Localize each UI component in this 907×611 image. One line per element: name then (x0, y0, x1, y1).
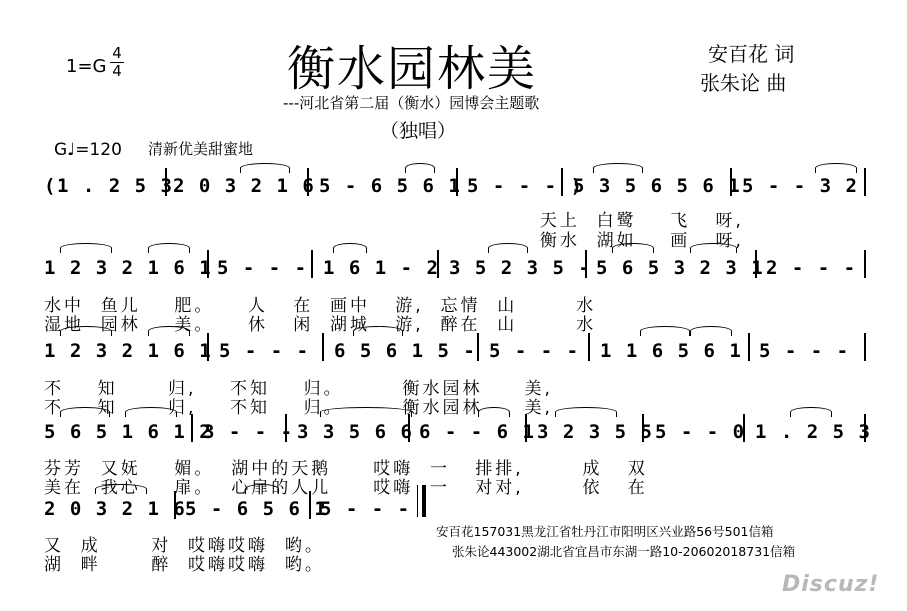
barline (864, 168, 866, 196)
measure: 1 6 1 - 2 (323, 257, 440, 279)
lyric-line-verse1: 不 知 归, 不知 归。 衡水园林 美, (44, 379, 553, 399)
slur (60, 243, 112, 253)
discuz-watermark: Discuz! (782, 572, 880, 597)
slur (815, 163, 857, 173)
measure: 2 0 3 2 1 6 (44, 498, 187, 520)
measure: 5 6 5 3 2 3 1 (596, 257, 765, 279)
lyric-line-verse1: 水中 鱼儿 肥。 人 在 画中 游, 忘情 山 水 (44, 296, 597, 316)
measure: 3 2 3 5 5 (537, 421, 654, 443)
measure: 5 - - 0 (655, 421, 746, 443)
barline (525, 414, 527, 442)
measure: 5 - 6 5 6 1 (319, 175, 462, 197)
lyric-line-verse2: 湖 畔 醉 哎嗨哎嗨 哟。 (44, 555, 325, 575)
measure: 1 . 2 5 3 (755, 421, 872, 443)
lyric-line-verse2: 美在 我心 扉。 心扉的人儿 哎嗨 一 对对, 依 在 (44, 478, 648, 498)
slur (690, 326, 732, 336)
measure: 6 - - 6 1 (419, 421, 536, 443)
measure: 5 - 6 5 6 1 (185, 498, 328, 520)
slur (60, 326, 112, 336)
slur (333, 243, 367, 253)
barline (456, 168, 458, 196)
composer-credit: 张朱论 曲 (700, 71, 787, 95)
slur (148, 243, 190, 253)
barline (561, 168, 563, 196)
measure: 5 - - - (217, 257, 308, 279)
measure: 5 - - - (219, 340, 310, 362)
measure: 2 - - - (766, 257, 857, 279)
tempo-marking: G♩=120 (54, 140, 122, 160)
measure: 5 3 5 6 5 6 1 (573, 175, 742, 197)
barline (307, 168, 309, 196)
measure: 6 5 6 1 5 - (334, 340, 477, 362)
measure: 5 - - - (489, 340, 580, 362)
slur (405, 163, 435, 173)
lyricist-credit: 安百花 词 (708, 42, 795, 66)
measure: 3 3 5 6 6 (297, 421, 414, 443)
slur (60, 407, 110, 417)
measure: 3 - - - (203, 421, 294, 443)
final-barline-thick (422, 485, 426, 517)
barline (311, 250, 313, 278)
measure: (1 . 2 5 3 (44, 175, 174, 197)
contact-lyricist: 安百花157031黑龙江省牡丹江市阳明区兴业路56号501信箱 (436, 524, 774, 539)
lyric-line-verse2: 湿地 园林 美。 休 闲 湖城 游, 醉在 山 水 (44, 315, 597, 335)
measure: 5 - - - ) (467, 175, 584, 197)
slur (555, 407, 617, 417)
measure: 1 2 3 2 1 6 1 (44, 340, 213, 362)
lyric-line-verse2: 不 知 归, 不知 归。 衡水园林 美, (44, 398, 553, 418)
measure: 2 0 3 2 1 6 (173, 175, 316, 197)
measure: 5 6 5 1 6 1 2 (44, 421, 213, 443)
barline (174, 491, 176, 519)
barline (864, 333, 866, 361)
slur (690, 243, 737, 253)
slur (245, 484, 279, 494)
barline (165, 168, 167, 196)
measure: 3 5 2 3 5 - (449, 257, 592, 279)
slur (488, 243, 528, 253)
barline (642, 414, 644, 442)
barline (864, 250, 866, 278)
final-barline-thin (417, 485, 418, 517)
barline (585, 250, 587, 278)
contact-composer: 张朱论443002湖北省宜昌市东湖一路10-20602018731信箱 (452, 544, 796, 559)
slur (790, 407, 832, 417)
measure: 1 1 6 5 6 1 (600, 340, 743, 362)
slur (125, 407, 177, 417)
lyric-line-verse1: 芬芳 又妩 媚。 湖中的天鹅 哎嗨 一 排排, 成 双 (44, 459, 648, 479)
barline (864, 414, 866, 442)
slur (320, 407, 412, 417)
performance-type: （独唱） (380, 120, 457, 142)
time-signature (110, 46, 124, 79)
song-subtitle: ---河北省第二届（衡水）园博会主题歌 (283, 94, 540, 112)
barline (477, 333, 479, 361)
lyric-line-verse1: 天上 白鹭 飞 呀, (44, 211, 744, 231)
measure: 5 - - - (759, 340, 850, 362)
barline (748, 333, 750, 361)
lyric-line-verse1: 又 成 对 哎嗨哎嗨 哟。 (44, 536, 325, 556)
slur (353, 326, 403, 336)
barline (437, 250, 439, 278)
lyric-line-verse2: 衡水 湖如 画 呀, (44, 231, 744, 251)
slur (240, 163, 290, 173)
expression-marking: 清新优美甜蜜地 (148, 140, 254, 158)
measure: 1 2 3 2 1 6 1 (44, 257, 213, 279)
barline (191, 414, 193, 442)
barline (207, 250, 209, 278)
slur (95, 484, 147, 494)
barline (285, 414, 287, 442)
barline (408, 414, 410, 442)
slur (640, 326, 690, 336)
barline (730, 168, 732, 196)
slur (593, 163, 643, 173)
key-signature: 1=G (66, 56, 107, 77)
time-signature-top: 4 (112, 44, 122, 62)
barline (322, 333, 324, 361)
slur (478, 407, 510, 417)
time-signature-bottom: 4 (112, 62, 122, 80)
slur (612, 243, 654, 253)
barline (207, 333, 209, 361)
barline (755, 250, 757, 278)
song-title: 衡水园林美 (287, 41, 538, 97)
barline (743, 414, 745, 442)
slur (148, 326, 190, 336)
barline (588, 333, 590, 361)
barline (309, 491, 311, 519)
measure: 5 - - 3 2 (742, 175, 859, 197)
measure: 5 - - - (320, 498, 411, 520)
